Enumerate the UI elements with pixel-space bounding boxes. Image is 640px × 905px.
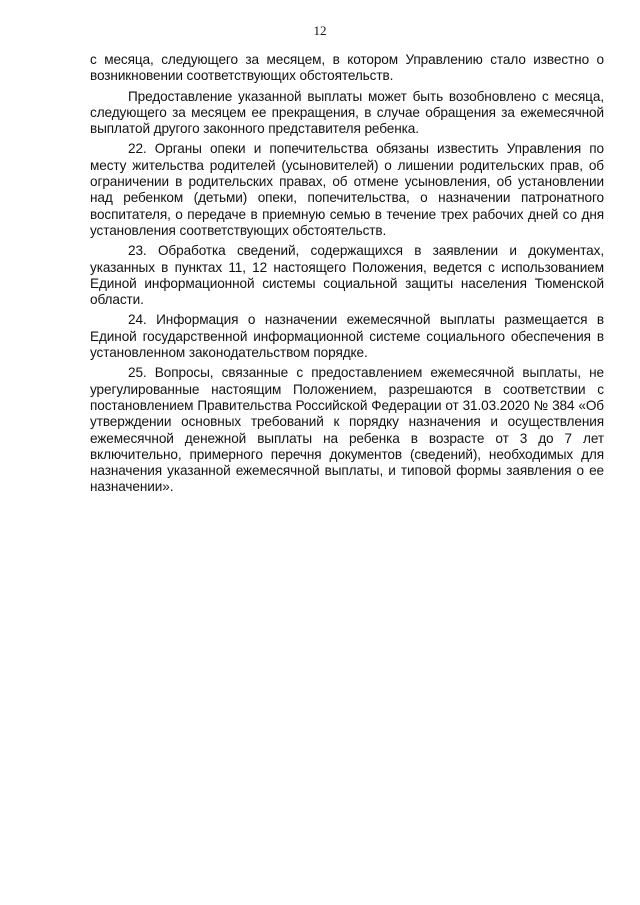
paragraph-23: 23. Обработка сведений, содержащихся в заявлении и документах, указанных в пунктах 11, 12 настоящего Положения, ведется с использованием Единой информационной системы социальной защиты населения Тюменской области. bbox=[90, 243, 604, 308]
paragraph-continuation: с месяца, следующего за месяцем, в котором Управлению стало известно о возникновении соответствующих обстоятельств. bbox=[90, 52, 604, 84]
document-body bbox=[90, 52, 604, 500]
paragraph-22: 22. Органы опеки и попечительства обязаны известить Управления по месту жительства родителей (усыновителей) о лишении родительских прав, об ограничении в родительских правах, об отмене усыновления, об установлении над ребенком (детьми) опеки, попечительства, о назначении патронатного воспитателя, о передаче в приемную семью в течение трех рабочих дней со дня установления соответствующих обстоятельств. bbox=[90, 141, 604, 238]
paragraph-resumption: Предоставление указанной выплаты может быть возобновлено с месяца, следующего за месяцем ее прекращения, в случае обращения за ежемесячной выплатой другого законного представителя ребенка. bbox=[90, 88, 604, 137]
paragraph-24: 24. Информация о назначении ежемесячной выплаты размещается в Единой государственной информационной системе социального обеспечения в установленном законодательством порядке. bbox=[90, 312, 604, 361]
page-number: 12 bbox=[313, 23, 327, 38]
paragraph-25: 25. Вопросы, связанные с предоставлением ежемесячной выплаты, не урегулированные настоящим Положением, разрешаются в соответствии с постановлением Правительства Российской Федерации от 31.03.2020 № 384 «Об утверждении основных требований к порядку назначения и осуществления ежемесячной денежной выплаты на ребенка в возрасте от 3 до 7 лет включительно, примерного перечня документов (сведений), необходимых для назначения указанной ежемесячной выплаты, и типовой формы заявления о ее назначении». bbox=[90, 365, 604, 495]
